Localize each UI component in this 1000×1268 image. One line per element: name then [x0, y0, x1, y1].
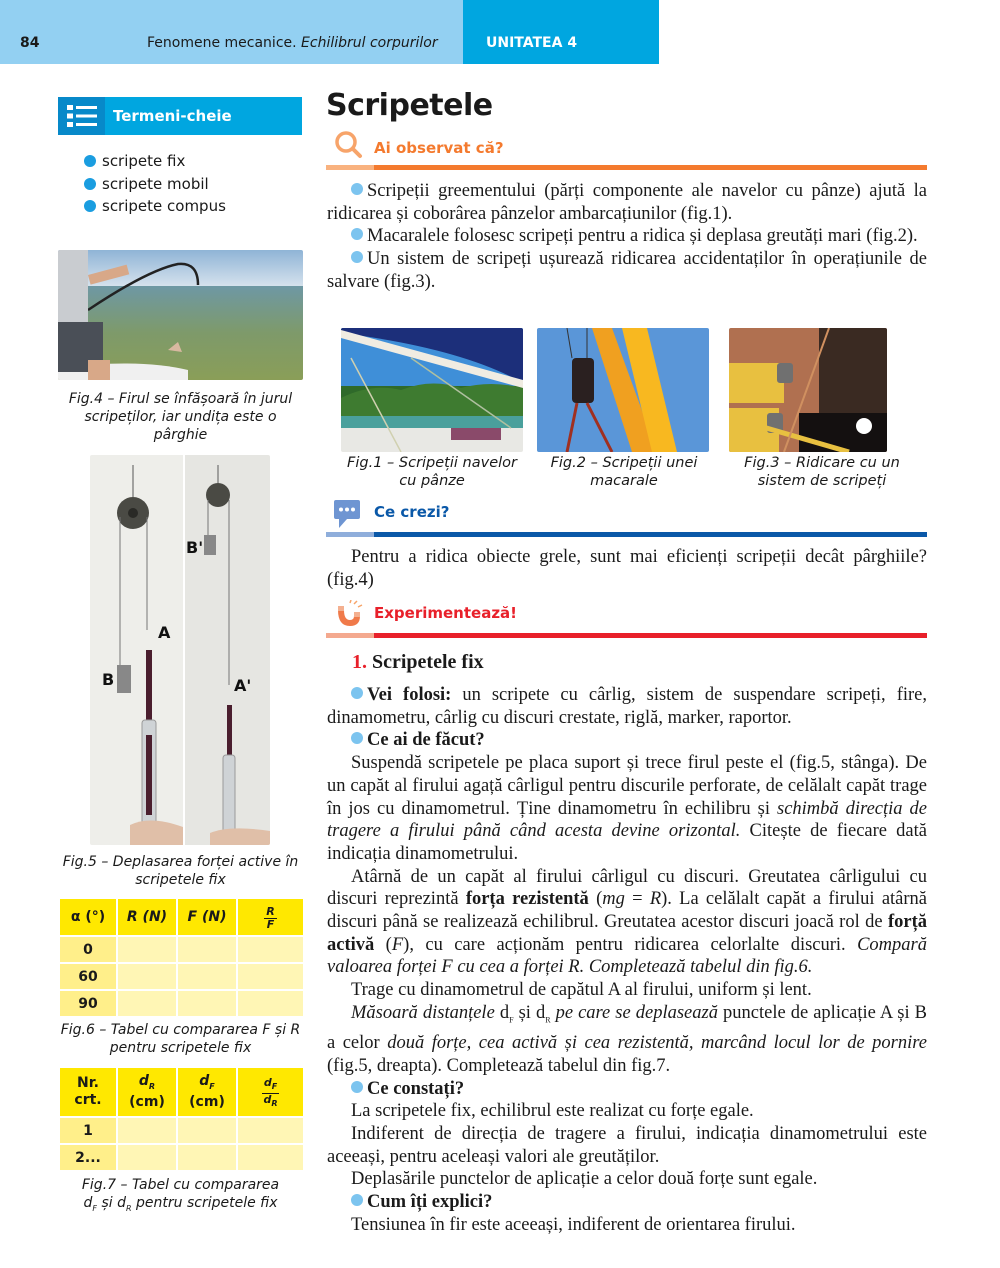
fig4-fishing-photo: [58, 250, 303, 380]
step4-text: punctele de aplicație A și B a celor: [327, 1002, 927, 1054]
ratio-numerator: R: [266, 905, 275, 918]
observe-bullet: Scripeții greementului (părți componente ale navelor cu pânze) ajută la ridicarea și coborârea pânzelor ambarcațiunilor (fig.1).: [327, 181, 927, 224]
col-header-ratio: [238, 1068, 303, 1116]
bullet-icon: [84, 155, 96, 167]
dF-symbol: d: [199, 1072, 210, 1089]
bullet-icon: [351, 732, 363, 744]
explain-label: Cum îți explici?: [367, 1192, 493, 1213]
table-row: [60, 1145, 303, 1170]
cell-dF[interactable]: [178, 1145, 236, 1170]
ratio-denominator: F: [266, 918, 275, 931]
dR-sub: R: [545, 1015, 551, 1025]
step4-end: (fig.5, dreapta). Completează tabelul din fig.7.: [327, 1055, 671, 1076]
step4-italic3: două forțe, cea activă și cea rezistentă, marcând locul lor de pornire: [387, 1033, 927, 1054]
svg-text:A': A': [234, 676, 252, 695]
fig1-sailboat-photo: [341, 328, 523, 452]
resistive-force-term: forța rezistentă: [465, 889, 589, 910]
chapter-title: [147, 35, 438, 51]
fig1-caption: Fig.1 – Scripeții navelor cu pânze: [347, 455, 517, 489]
F-symbol: F: [391, 934, 404, 955]
key-terms-title: Termeni-cheie: [113, 107, 232, 125]
step2-text2: ). La celălalt capăt a firului atârnă discuri până se realizează echilibrul. Greutatea acestor discuri joacă rol de: [327, 889, 928, 933]
fig2-crane-photo: [537, 328, 709, 452]
unit-cm: (cm): [129, 1094, 165, 1111]
section-divider: [326, 633, 374, 638]
unit-cm: (cm): [189, 1094, 225, 1111]
list-icon: [58, 97, 105, 135]
section-experiment-header: [326, 598, 927, 638]
step2-paren2: (: [374, 934, 392, 955]
bullet-icon: [84, 178, 96, 190]
ratio-num: d: [263, 1075, 272, 1089]
bullet-icon: [351, 687, 363, 699]
fig5-caption: Fig.5 – Deplasarea forței active în scripetele fix: [62, 854, 299, 888]
think-question: Pentru a ridica obiecte grele, sunt mai eficienți scripeții decât pârghiile? (fig.4): [327, 547, 927, 590]
cell-dF[interactable]: [178, 1118, 236, 1143]
dF-symbol: d: [499, 1002, 510, 1023]
todo-label: Ce ai de făcut?: [367, 730, 485, 751]
dR-symbol: d: [535, 1002, 546, 1023]
bullet-icon: [351, 251, 363, 263]
step4-italic2: pe care se deplasează: [550, 1002, 718, 1023]
observe-label: Ce constați?: [367, 1078, 465, 1099]
observation-2: Indiferent de direcția de tragere a firului, indicația dinamometrului este aceeași, pentru aceleași valori ale greutăților.: [327, 1124, 927, 1167]
row-angle: 0: [60, 937, 116, 962]
active-force-term: forță activă: [327, 912, 927, 955]
step2-italic: Compară valoarea forței F cu cea a forței R. Completează tabelul din fig.6.: [327, 934, 927, 978]
fig4-caption: Fig.4 – Firul se înfășoară în jurul scripeților, iar undița este o pârghie: [68, 391, 293, 443]
ratio-den-sub: R: [271, 1099, 278, 1109]
fig5-pulley-photo: [90, 455, 270, 845]
col-header-nr: [60, 1068, 116, 1116]
section-think-label: Ce crezi?: [374, 503, 450, 521]
row-angle: 90: [60, 991, 116, 1016]
magnet-icon: [334, 600, 364, 633]
experiment-text: [327, 684, 927, 1237]
row-angle: 60: [60, 964, 116, 989]
step2-paren: (: [588, 889, 603, 910]
section-think-header: [326, 497, 927, 537]
header-band: [0, 0, 463, 64]
subsection-title: [352, 651, 484, 674]
key-terms-header: [58, 97, 302, 135]
svg-text:B': B': [186, 538, 204, 557]
unit-label: UNITATEA 4: [486, 35, 578, 51]
step1-end: Citește de fiecare dată indicația dinamometrului.: [327, 821, 927, 864]
and: și: [513, 1002, 536, 1023]
key-term-label: scripete compus: [102, 197, 226, 216]
R-symbol: R: [649, 889, 662, 910]
bullet-icon: [351, 1081, 363, 1093]
nr-line2: crt.: [74, 1092, 102, 1108]
ratio-num-sub: F: [271, 1082, 278, 1091]
cell-ratio[interactable]: [238, 991, 303, 1016]
table-row: [60, 964, 303, 989]
fig7-and-dR: și d: [97, 1195, 126, 1211]
page-number: 84: [20, 35, 40, 51]
col-header-dF: [178, 1068, 236, 1116]
cell-ratio[interactable]: [238, 1118, 303, 1143]
fig3-rescue-photo: [729, 328, 887, 452]
table-row: [60, 991, 303, 1016]
fig7-caption-line1: Fig.7 – Tabel cu compararea: [81, 1177, 280, 1193]
fig2-caption: Fig.2 – Scripeții unei macarale: [550, 455, 698, 489]
section-observe-label: Ai observat că?: [374, 139, 504, 157]
bullet-icon: [351, 1194, 363, 1206]
think-text: [327, 546, 927, 591]
bullet-icon: [84, 200, 96, 212]
chapter-title-italic: Echilibrul corpurilor: [301, 35, 438, 51]
bullet-icon: [351, 228, 363, 240]
section-divider: [326, 165, 374, 170]
observation-1: La scripetele fix, echilibrul este realizat cu forțe egale.: [351, 1101, 754, 1122]
magnifier-icon: [334, 130, 364, 165]
fig3-caption: Fig.3 – Ridicare cu un sistem de scripeți: [744, 455, 900, 489]
cell-F[interactable]: [178, 937, 236, 962]
ratio-den: d: [263, 1093, 272, 1106]
fig7-caption-end: pentru scripetele fix: [131, 1195, 278, 1211]
fig7-table: [58, 1066, 305, 1172]
step1-text: Suspendă scripetele pe placa suport și trece firul peste el (fig.5, stânga). De un capăt al firului agață cârligul pentru discurile perforate, de celălalt capăt trage în jos cu dinamometrul. Ține dinamometru în echilibru și: [327, 753, 927, 819]
col-header-ratio: [238, 899, 303, 935]
row-number: 1: [60, 1118, 116, 1143]
cell-ratio[interactable]: [238, 964, 303, 989]
svg-text:A: A: [158, 623, 171, 642]
key-terms-list: [84, 150, 226, 218]
cell-R[interactable]: [118, 937, 176, 962]
section-observe-header: [326, 130, 927, 170]
key-term-label: scripete mobil: [102, 174, 209, 193]
key-term-item: [84, 150, 226, 173]
step1-italic: schimbă direcția de tragere a firului până când acesta devine orizontal.: [327, 798, 928, 842]
nr-line1: Nr.: [77, 1075, 99, 1091]
dF-sub: F: [509, 1015, 514, 1025]
step2-text3: ), cu care acționăm pentru ridicarea celorlalte discuri.: [403, 934, 858, 955]
fig6-caption: Fig.6 – Tabel cu compararea F și R pentru scripetele fix: [60, 1022, 301, 1056]
subsection-number: 1.: [352, 651, 367, 673]
step3-text: Trage cu dinamometrul de capătul A al firului, uniform și lent.: [351, 980, 812, 1001]
fig7-dR-sub: R: [126, 1203, 132, 1213]
section-divider: [326, 532, 374, 537]
use-text: un scripete cu cârlig, sistem de suspendare scripeți, fire, dinamometru, cârlig cu discuri crestate, riglă, marker, raportor.: [327, 685, 927, 728]
key-term-label: scripete fix: [102, 152, 186, 171]
observe-bullet: Macaralele folosesc scripeți pentru a ridica și deplasa greutăți mari (fig.2).: [367, 226, 918, 247]
step4-italic1: Măsoară distanțele: [351, 1002, 500, 1023]
chapter-title-plain: Fenomene mecanice.: [147, 35, 302, 51]
dR-symbol: d: [138, 1072, 149, 1089]
col-header-F: F (N): [178, 899, 236, 935]
page-title: Scripetele: [326, 88, 493, 123]
fig7-dF-sub: F: [92, 1203, 98, 1213]
cell-R[interactable]: [118, 964, 176, 989]
use-label: Vei folosi:: [367, 685, 452, 705]
observe-text: [327, 180, 927, 294]
key-term-item: [84, 195, 226, 218]
dF-sub: F: [209, 1081, 215, 1091]
col-header-R: R (N): [118, 899, 176, 935]
cell-F[interactable]: [178, 991, 236, 1016]
table-row: [60, 937, 303, 962]
step2-text: Atârnă de un capăt al firului cârligul cu discuri. Greutatea cârligului cu discuri reprezintă: [327, 866, 927, 910]
col-header-dR: [118, 1068, 176, 1116]
dR-sub: R: [148, 1081, 156, 1091]
cell-ratio[interactable]: [238, 937, 303, 962]
col-header-alpha: α (°): [60, 899, 116, 935]
section-divider: [374, 165, 927, 170]
unit-band: [463, 0, 659, 64]
fig7-caption: [58, 1176, 303, 1218]
key-term-item: [84, 173, 226, 196]
svg-text:B: B: [102, 670, 115, 689]
cell-ratio[interactable]: [238, 1145, 303, 1170]
cell-dR[interactable]: [118, 1145, 176, 1170]
mg-symbol: mg: [602, 889, 625, 910]
observe-bullet: Un sistem de scripeți ușurează ridicarea accidentaților în operațiunile de salvare (fig.3).: [327, 249, 927, 292]
section-divider: [374, 532, 927, 537]
table-row: [60, 1118, 303, 1143]
cell-F[interactable]: [178, 964, 236, 989]
cell-R[interactable]: [118, 991, 176, 1016]
fig7-dF: d: [83, 1195, 93, 1211]
observation-3: Deplasările punctelor de aplicație a celor două forțe sunt egale.: [351, 1169, 818, 1190]
fig6-table: [58, 897, 305, 1018]
explanation-text: Tensiunea în fir este aceeași, indiferent de orientarea firului.: [351, 1214, 796, 1235]
row-number: 2...: [60, 1145, 116, 1170]
cell-dR[interactable]: [118, 1118, 176, 1143]
section-experiment-label: Experimentează!: [374, 604, 518, 622]
equals: =: [624, 889, 650, 910]
bullet-icon: [351, 183, 363, 195]
subsection-title-text: Scripetele fix: [372, 651, 484, 673]
speech-bubble-icon: [334, 500, 362, 535]
section-divider: [374, 633, 927, 638]
